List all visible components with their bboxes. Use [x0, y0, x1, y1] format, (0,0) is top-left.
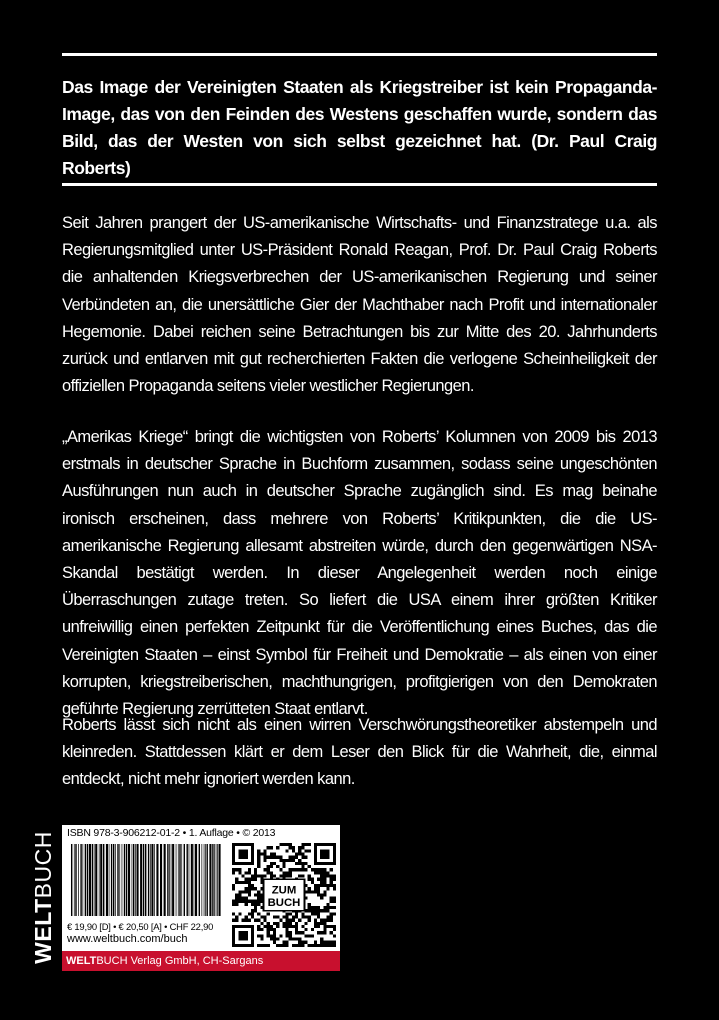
- qr-badge-line2: BUCH: [267, 897, 301, 910]
- url-text: www.weltbuch.com/buch: [67, 933, 188, 945]
- publisher-strip: [62, 951, 340, 971]
- top-rule: [62, 53, 657, 56]
- isbn-label: [62, 825, 340, 971]
- logo-buch: BUCH: [29, 830, 56, 898]
- publisher-logo: [30, 822, 56, 972]
- qr-badge: [264, 879, 305, 911]
- publisher-strip-text: BUCH Verlag GmbH, CH-Sargans: [96, 955, 264, 967]
- qr-badge-line1: ZUM: [271, 884, 297, 897]
- qr-code: [232, 843, 336, 947]
- isbn-text: ISBN 978-3-906212-01-2 • 1. Auflage • © 2013: [67, 827, 276, 839]
- barcode: [67, 844, 225, 916]
- price-text: € 19,90 [D] • € 20,50 [A] • CHF 22,90: [67, 921, 214, 932]
- paragraph-1: Seit Jahren prangert der US-amerikanische Wirtschafts- und Finanzstratege u.a. als Regierungsmitglied unter US-Präsident Ronald Reagan, Prof. Dr. Paul Craig Roberts die anhaltenden Kriegsverbrechen der US-amerikanischen Regierung und seiner Verbündeten an, die unersättliche Gier der Machthaber nach Profit und internationaler Hegemonie. Dabei reichen seine Betrachtungen bis zur Mitte des 20. Jahrhunderts zurück und entlarven mit gut recherchierten Fakten die verlogene Scheinheiligkeit der offiziellen Propaganda seitens vieler westlicher Regierungen.: [62, 214, 657, 396]
- paragraph-2: „Amerikas Kriege“ bringt die wichtigsten von Roberts’ Kolumnen von 2009 bis 2013 erstmals in deutscher Sprache in Buchform zusammen, sodass seine ungeschönten Ausführungen nun auch in deutscher Sprache zugänglich sind. Es mag beinahe ironisch erscheinen, dass mehrere von Roberts’ Kritikpunkten, die die US-amerikanische Regierung allesamt abstreiten würde, durch den gegenwärtigen NSA-Skandal bestätigt werden. In dieser Angelegenheit werden noch einige Überraschungen zutage treten. So liefert die USA einem ihrer größten Kritiker unfreiwillig einen perfekten Zeitpunkt für die Veröffentlichung eines Buches, das die Vereinigten Staaten – einst Symbol für Freiheit und Demokratie – als einen von einer korrupten, kriegstreiberischen, machthungrigen, profitgierigen von den Demokraten geführte Regierung zerrütteten Staat entlarvt.: [62, 428, 657, 719]
- paragraph-3: Roberts lässt sich nicht als einen wirren Verschwörungstheoretiker abstempeln und kleinreden. Stattdessen klärt er dem Leser den Blick für die Wahrheit, die, einmal entdeckt, nicht mehr ignoriert werden kann.: [62, 716, 657, 789]
- publisher-strip-bold: WELT: [66, 955, 97, 967]
- pull-quote: Das Image der Vereinigten Staaten als Kriegstreiber ist kein Propaganda-Image, das von den Feinden des Westens geschaffen wurde, sondern das Bild, das der Westen von sich selbst gezeichnet hat. (Dr. Paul Craig Roberts): [62, 77, 657, 178]
- logo-welt: WELT: [29, 897, 56, 964]
- quote-divider: [62, 183, 657, 186]
